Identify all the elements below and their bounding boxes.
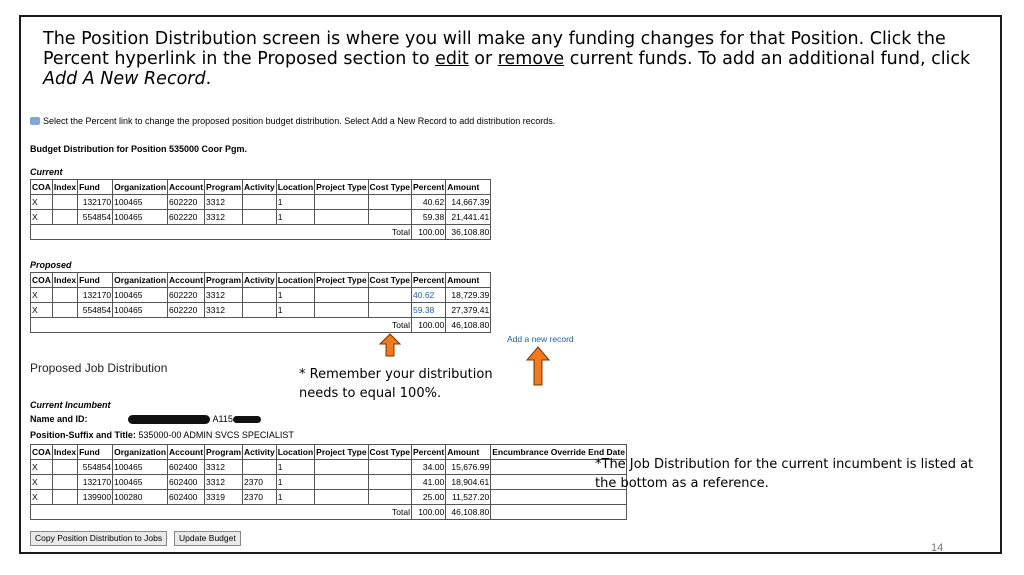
table-cell: 554854 — [78, 460, 113, 475]
column-header: Amount — [446, 180, 491, 195]
column-header: Location — [276, 273, 314, 288]
column-header: Fund — [78, 445, 113, 460]
total-row — [31, 505, 627, 520]
total-row — [31, 318, 491, 333]
table-row — [31, 210, 491, 225]
column-header: Amount — [446, 445, 491, 460]
column-header: Cost Type — [368, 180, 411, 195]
table-cell: 602220 — [168, 303, 205, 318]
page-number: 14 — [931, 542, 944, 554]
table-cell — [368, 303, 411, 318]
column-header: Activity — [243, 180, 277, 195]
column-header: Organization — [113, 445, 168, 460]
table-cell — [368, 210, 411, 225]
table-cell — [52, 288, 77, 303]
table-cell: 3312 — [205, 303, 243, 318]
column-header: Index — [52, 180, 77, 195]
reference-note: *The Job Distribution for the current incumbent is listed at the bottom as a reference. — [595, 457, 974, 491]
table-cell: X — [31, 288, 53, 303]
table-cell: 602220 — [168, 210, 205, 225]
table-cell — [52, 490, 77, 505]
total-amount: 46,108.80 — [446, 505, 491, 520]
table-cell: 132170 — [78, 195, 113, 210]
table-cell: 1 — [276, 490, 314, 505]
column-header: COA — [31, 180, 53, 195]
table-cell — [243, 288, 277, 303]
table-cell: 100465 — [113, 210, 168, 225]
total-amount: 46,108.80 — [446, 318, 491, 333]
column-header: Program — [205, 180, 243, 195]
table-cell: 21,441.41 — [446, 210, 491, 225]
proposed-table — [30, 272, 491, 333]
remember-note: * Remember your distribution needs to equal 100%. — [299, 367, 493, 401]
intro-part1: The Position Distribution screen is where you will make any funding changes for that Position. Click the Percent hyperlink in the Proposed section to — [43, 29, 946, 69]
position-label: Position-Suffix and Title: — [30, 430, 136, 440]
table-cell — [243, 460, 277, 475]
proposed-job-distribution-heading: Proposed Job Distribution — [30, 361, 168, 375]
column-header: Organization — [113, 273, 168, 288]
table-cell: 602400 — [168, 490, 205, 505]
table-cell — [243, 195, 277, 210]
table-cell: 3312 — [205, 475, 243, 490]
column-header: Project Type — [315, 180, 368, 195]
table-cell: 1 — [276, 475, 314, 490]
table-row — [31, 288, 491, 303]
column-header: Location — [276, 445, 314, 460]
table-cell: 3312 — [205, 288, 243, 303]
table-cell: 11,527.20 — [446, 490, 491, 505]
table-cell: 132170 — [78, 288, 113, 303]
info-icon — [30, 117, 40, 125]
column-header: Location — [276, 180, 314, 195]
table-cell: 602400 — [168, 460, 205, 475]
table-cell: 1 — [276, 288, 314, 303]
intro-add-italic: Add A New Record — [43, 69, 206, 89]
column-header: Organization — [113, 180, 168, 195]
column-header: Percent — [412, 273, 446, 288]
table-cell: 18,904.61 — [446, 475, 491, 490]
column-header: Project Type — [315, 445, 368, 460]
table-cell — [368, 490, 411, 505]
table-cell: X — [31, 210, 53, 225]
add-new-record-link[interactable]: Add a new record — [507, 334, 574, 344]
column-header: Encumbrance Override End Date — [491, 445, 627, 460]
total-amount: 36,108.80 — [446, 225, 491, 240]
table-row — [31, 475, 627, 490]
column-header: Program — [205, 445, 243, 460]
table-header-row — [31, 180, 491, 195]
intro-part2: current funds. To add an additional fund, click — [564, 49, 971, 69]
table-cell — [315, 303, 368, 318]
table-cell: 2370 — [243, 475, 277, 490]
table-cell: 25.00 — [412, 490, 446, 505]
table-cell: X — [31, 490, 53, 505]
table-cell: 14,667.39 — [446, 195, 491, 210]
hint-text: Select the Percent link to change the proposed position budget distribution. Select Add a New Record to add distribution records. — [43, 116, 556, 126]
column-header: Activity — [243, 445, 277, 460]
table-cell: 1 — [276, 460, 314, 475]
table-cell: 3319 — [205, 490, 243, 505]
table-cell: 100465 — [113, 475, 168, 490]
total-percent: 100.00 — [412, 225, 446, 240]
name-and-id — [30, 414, 261, 424]
table-cell: 100465 — [113, 195, 168, 210]
current-label: Current — [30, 167, 63, 177]
intro-or: or — [468, 49, 498, 69]
table-cell — [243, 303, 277, 318]
table-cell — [315, 475, 368, 490]
column-header: Account — [168, 273, 205, 288]
table-cell — [491, 505, 627, 520]
table-cell — [52, 303, 77, 318]
table-cell: 1 — [276, 303, 314, 318]
table-cell — [243, 210, 277, 225]
column-header: Index — [52, 273, 77, 288]
column-header: Cost Type — [368, 273, 411, 288]
table-row — [31, 195, 491, 210]
position-suffix-title — [30, 430, 294, 440]
total-label: Total — [31, 318, 412, 333]
up-arrow-icon — [526, 346, 550, 386]
total-label: Total — [31, 505, 412, 520]
position-value: 535000-00 ADMIN SVCS SPECIALIST — [138, 430, 294, 440]
total-percent: 100.00 — [412, 318, 446, 333]
table-cell: X — [31, 460, 53, 475]
budget-title: Budget Distribution for Position 535000 Coor Pgm. — [30, 144, 248, 154]
table-cell: 602220 — [168, 195, 205, 210]
intro-edit: edit — [435, 49, 469, 69]
column-header: Fund — [78, 273, 113, 288]
table-cell — [315, 210, 368, 225]
intro-end: . — [205, 69, 212, 89]
proposed-label: Proposed — [30, 260, 72, 270]
column-header: Account — [168, 445, 205, 460]
table-cell — [52, 460, 77, 475]
up-arrow-icon — [379, 333, 401, 357]
table-cell: 3312 — [205, 195, 243, 210]
column-header: Activity — [243, 273, 277, 288]
current-incumbent-label: Current Incumbent — [30, 400, 111, 410]
current-table — [30, 179, 491, 240]
table-cell: 132170 — [78, 475, 113, 490]
total-row — [31, 225, 491, 240]
name-label: Name and ID: — [30, 414, 88, 424]
column-header: Program — [205, 273, 243, 288]
table-cell — [52, 195, 77, 210]
table-cell: 1 — [276, 210, 314, 225]
table-cell: 554854 — [78, 210, 113, 225]
table-cell: 100465 — [113, 460, 168, 475]
table-cell — [368, 475, 411, 490]
table-row — [31, 460, 627, 475]
table-cell — [315, 195, 368, 210]
table-cell: 139900 — [78, 490, 113, 505]
table-cell: 41.00 — [412, 475, 446, 490]
column-header: Percent — [412, 180, 446, 195]
intro-remove: remove — [497, 49, 565, 69]
table-cell — [368, 195, 411, 210]
table-cell: 40.62 — [412, 195, 446, 210]
table-cell: 554854 — [78, 303, 113, 318]
table-header-row — [31, 273, 491, 288]
copy-distribution-button[interactable]: Copy Position Distribution to Jobs — [30, 531, 167, 546]
table-row — [31, 303, 491, 318]
table-cell: 3312 — [205, 460, 243, 475]
table-cell: 18,729.39 — [446, 288, 491, 303]
table-cell — [368, 460, 411, 475]
table-cell: 59.38 — [412, 210, 446, 225]
intro-text — [43, 29, 993, 89]
table-cell: 27,379.41 — [446, 303, 491, 318]
column-header: Account — [168, 180, 205, 195]
job-distribution-table — [30, 444, 627, 520]
table-cell: 15,676.99 — [446, 460, 491, 475]
table-cell: 1 — [276, 195, 314, 210]
redacted-id — [233, 416, 261, 423]
table-row — [31, 490, 627, 505]
table-cell — [315, 490, 368, 505]
column-header: Amount — [446, 273, 491, 288]
table-cell: 2370 — [243, 490, 277, 505]
table-cell: X — [31, 195, 53, 210]
table-cell: X — [31, 303, 53, 318]
total-percent: 100.00 — [412, 505, 446, 520]
name-id-suffix: A115 — [212, 414, 233, 424]
column-header: Cost Type — [368, 445, 411, 460]
table-cell — [368, 288, 411, 303]
table-cell: 34.00 — [412, 460, 446, 475]
column-header: Fund — [78, 180, 113, 195]
table-header-row — [31, 445, 627, 460]
percent-link[interactable]: 59.38 — [412, 303, 446, 318]
table-cell: 3312 — [205, 210, 243, 225]
table-cell: 100465 — [113, 303, 168, 318]
update-budget-button[interactable]: Update Budget — [174, 531, 241, 546]
table-cell: 602220 — [168, 288, 205, 303]
column-header: Project Type — [315, 273, 368, 288]
redacted-name — [128, 415, 210, 424]
percent-link[interactable]: 40.62 — [412, 288, 446, 303]
table-cell — [315, 460, 368, 475]
table-cell — [52, 210, 77, 225]
table-cell — [315, 288, 368, 303]
table-cell: 100465 — [113, 288, 168, 303]
total-label: Total — [31, 225, 412, 240]
table-cell — [52, 475, 77, 490]
column-header: COA — [31, 273, 53, 288]
column-header: COA — [31, 445, 53, 460]
table-cell: X — [31, 475, 53, 490]
column-header: Index — [52, 445, 77, 460]
table-cell: 602400 — [168, 475, 205, 490]
hint-line — [30, 116, 555, 126]
table-cell: 100280 — [113, 490, 168, 505]
column-header: Percent — [412, 445, 446, 460]
